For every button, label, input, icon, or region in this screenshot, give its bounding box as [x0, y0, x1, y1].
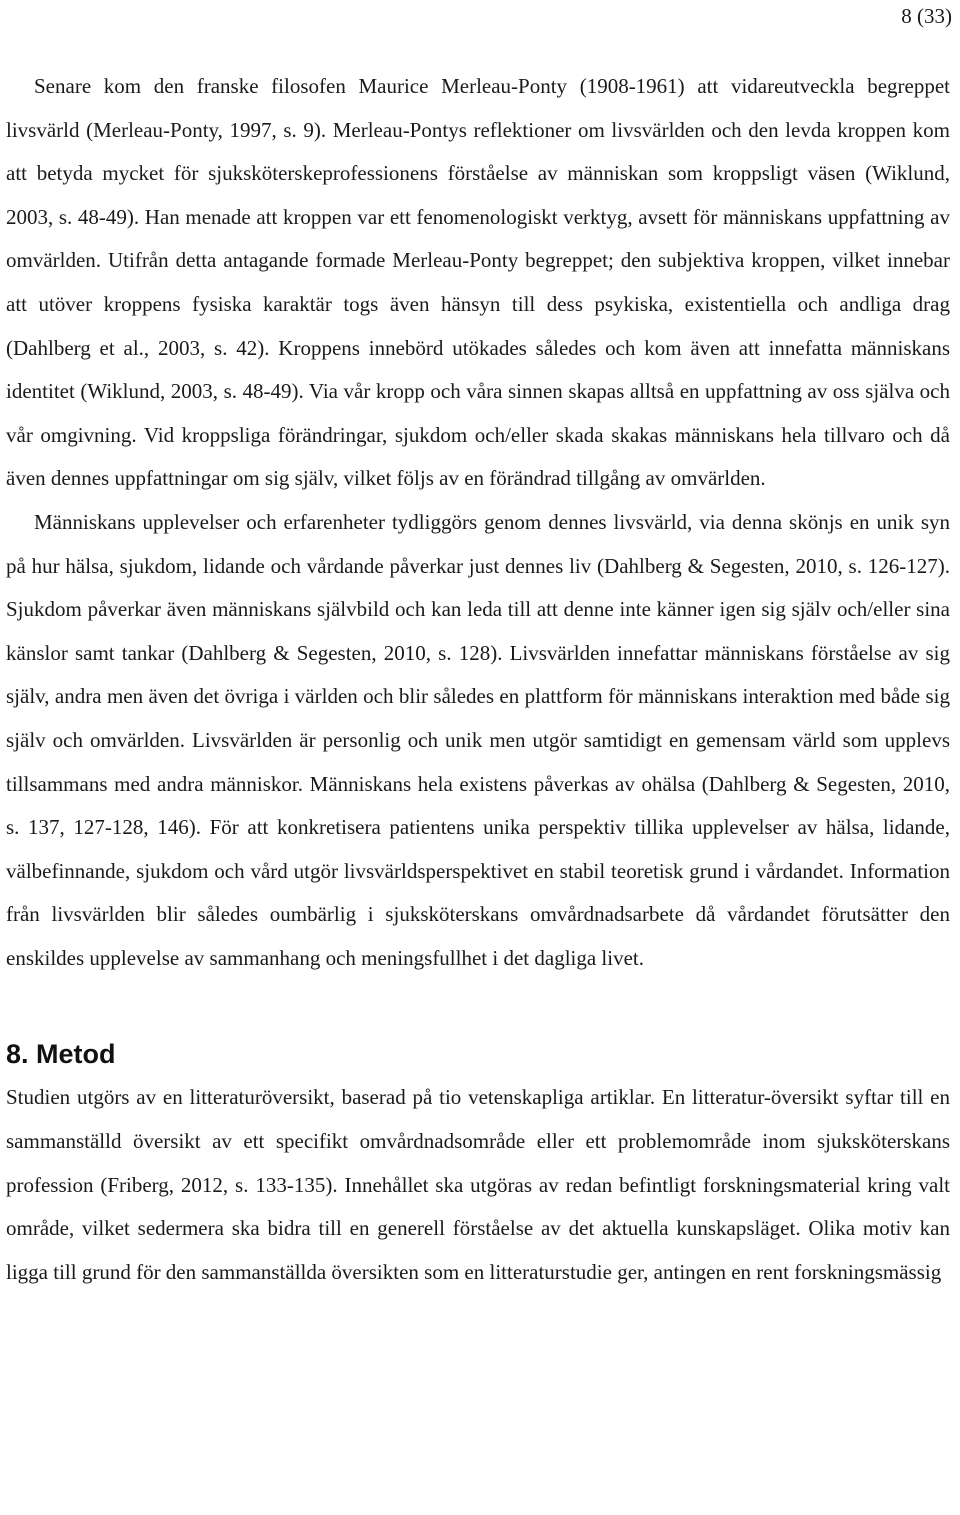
page-number: 8 (33)	[901, 4, 952, 28]
paragraph-merleau-ponty: Senare kom den franske filosofen Maurice Merleau-Ponty (1908-1961) att vidareutveckla begreppet livsvärld (Merleau-Ponty, 1997, s. 9). Merleau-Pontys reflektioner om livsvärlden och den levda kroppen kom att betyda mycket för sjuksköterskeprofessionens förståelse av människan som kroppsligt väsen (Wiklund, 2003, s. 48-49). Han menade att kroppen var ett fenomenologiskt verktyg, avsett för människans uppfattning av omvärlden. Utifrån detta antagande formade Merleau-Ponty begreppet; den subjektiva kroppen, vilket innebar att utöver kroppens fysiska karaktär togs även hänsyn till dess psykiska, existentiella och andliga drag (Dahlberg et al., 2003, s. 42). Kroppens innebörd utökades således och kom även att innefatta människans identitet (Wiklund, 2003, s. 48-49). Via vår kropp och våra sinnen skapas alltså en uppfattning av oss själva och vår omgivning. Vid kroppsliga förändringar, sjukdom och/eller skada skakas människans hela tillvaro och då även dennes uppfattningar om sig själv, vilket följs av en förändrad tillgång av omvärlden.	[6, 74, 950, 491]
paragraph-metod: Studien utgörs av en litteraturöversikt, baserad på tio vetenskapliga artiklar. En litteratur-översikt syftar till en sammanställd översikt av ett specifikt omvårdnadsområde eller ett problemområde inom sjuksköterskans profession (Friberg, 2012, s. 133-135). Innehållet ska utgöras av redan befintligt forskningsmaterial kring valt område, vilket sedermera ska bidra till en generell förståelse av det aktuella kunskapsläget. Olika motiv kan ligga till grund för den sammanställda översikten som en litteraturstudie ger, antingen en rent forskningsmässig	[6, 1085, 950, 1284]
document-body	[6, 65, 950, 1294]
section-heading-metod: 8. Metod	[6, 1039, 116, 1070]
paragraph-livsvarld: Människans upplevelser och erfarenheter tydliggörs genom dennes livsvärld, via denna skönjs en unik syn på hur hälsa, sjukdom, lidande och vårdande påverkar just dennes liv (Dahlberg & Segesten, 2010, s. 126-127). Sjukdom påverkar även människans självbild och kan leda till att denne inte känner igen sig själv och/eller sina känslor samt tankar (Dahlberg & Segesten, 2010, s. 128). Livsvärlden innefattar människans förståelse av sig själv, andra men även det övriga i världen och blir således en plattform för människans interaktion med både sig själv och omvärlden. Livsvärlden är personlig och unik men utgör samtidigt en gemensam värld som upplevs tillsammans med andra människor. Människans hela existens påverkas av ohälsa (Dahlberg & Segesten, 2010, s. 137, 127-128, 146). För att konkretisera patientens unika perspektiv tillika upplevelser av hälsa, lidande, välbefinnande, sjukdom och vård utgör livsvärldsperspektivet en stabil teoretisk grund i vårdandet. Information från livsvärlden blir således oumbärlig i sjuksköterskans omvårdnadsarbete då vårdandet förutsätter den enskildes upplevelse av sammanhang och meningsfullhet i det dagliga livet.	[6, 509, 950, 970]
